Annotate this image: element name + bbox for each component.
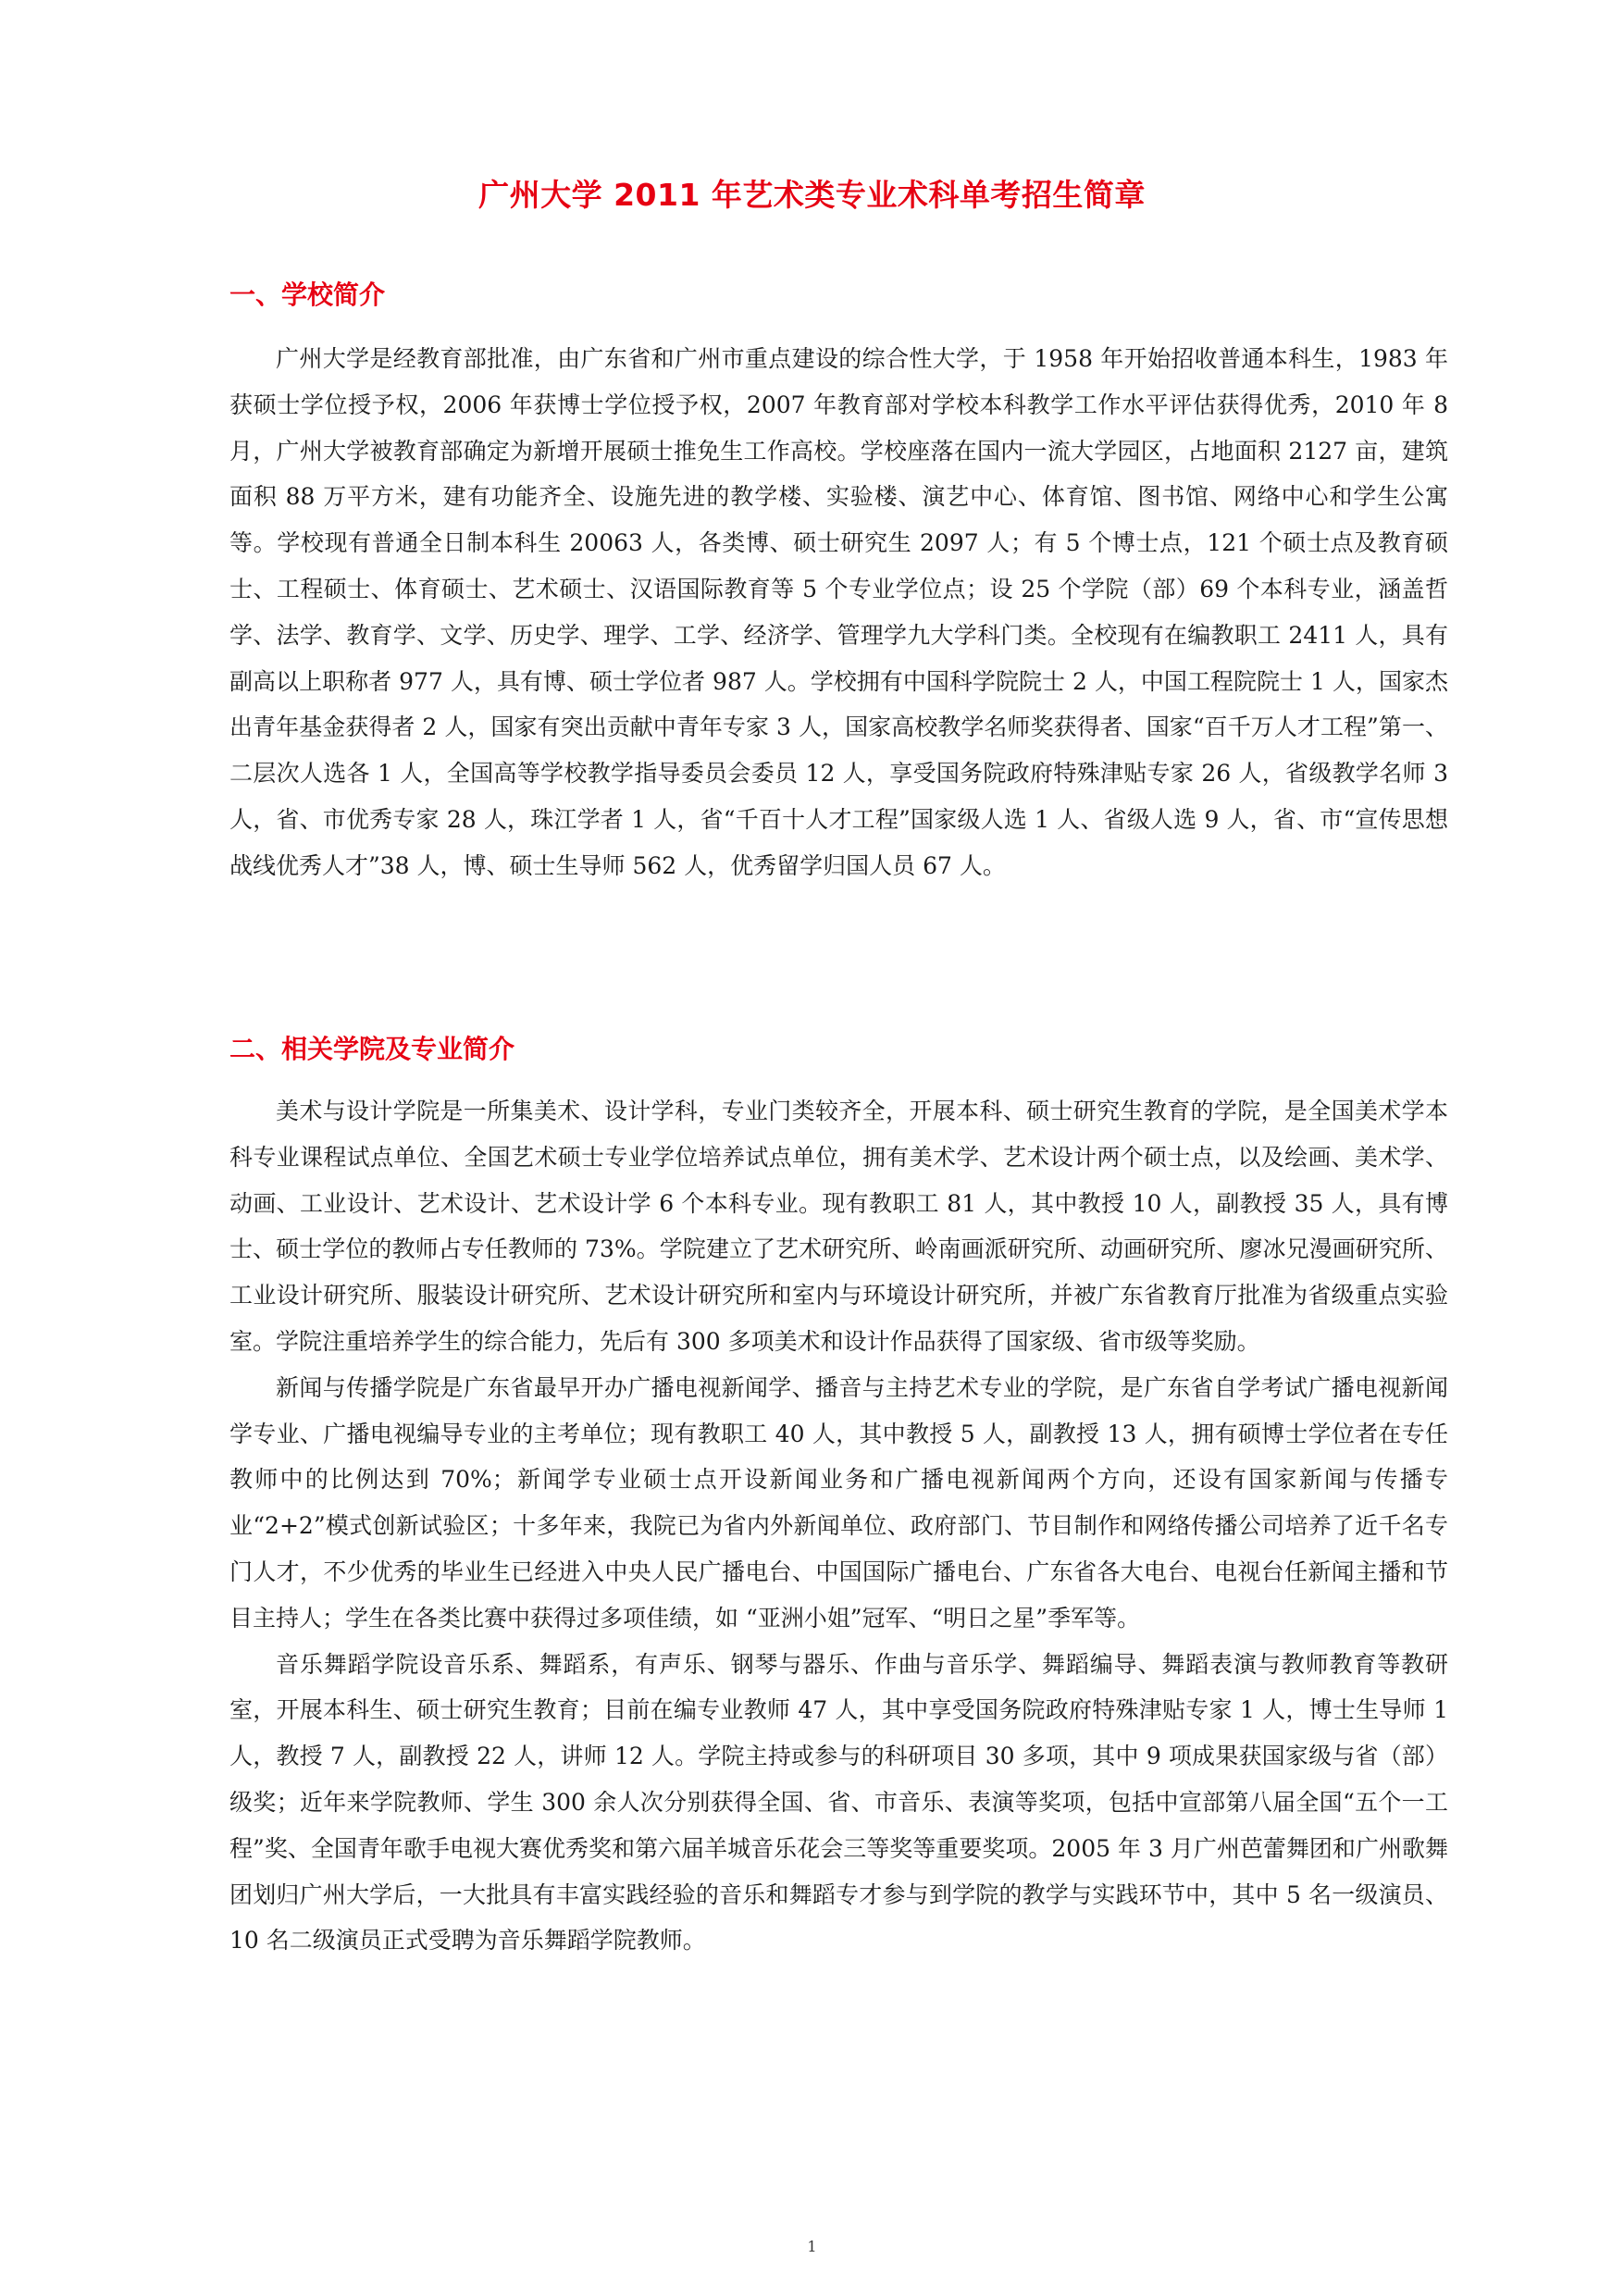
document-title: 广州大学 2011 年艺术类专业术科单考招生简章 [478, 177, 1146, 213]
section-heading-colleges: 二、相关学院及专业简介 [229, 1034, 515, 1064]
section-heading-school-intro: 一、学校简介 [229, 279, 386, 310]
paragraph: 新闻与传播学院是广东省最早开办广播电视新闻学、播音与主持艺术专业的学院，是广东省自学考试广播电视新闻学专业、广播电视编导专业的主考单位；现有教职工 40 人，其中教授 5 人，副教授 13 人，拥有硕博士学位者在专任教师中的比例达到 70%；新闻学专业硕士点开设新闻业务和广播电视新闻两个方向，还设有国家新闻与传播专业“2+2”模式创新试验区；十多年来，我院已为省内外新闻单位、政府部门、节目制作和网络传播公司培养了近千名专门人才，不少优秀的毕业生已经进入中央人民广播电台、中国国际广播电台、广东省各大电台、电视台任新闻主播和节目主持人；学生在各类比赛中获得过多项佳绩，如 “亚洲小姐”冠军、“明日之星”季军等。 [229, 1373, 1448, 1632]
paragraph: 美术与设计学院是一所集美术、设计学科，专业门类较齐全，开展本科、硕士研究生教育的学院，是全国美术学本科专业课程试点单位、全国艺术硕士专业学位培养试点单位，拥有美术学、艺术设计两个硕士点，以及绘画、美术学、动画、工业设计、艺术设计、艺术设计学 6 个本科专业。现有教职工 81 人，其中教授 10 人，副教授 35 人，具有博士、硕士学位的教师占专任教师的 73%。学院建立了艺术研究所、岭南画派研究所、动画研究所、廖冰兄漫画研究所、工业设计研究所、服装设计研究所、艺术设计研究所和室内与环境设计研究所，并被广东省教育厅批准为省级重点实验室。学院注重培养学生的综合能力，先后有 300 多项美术和设计作品获得了国家级、省市级等奖励。 [229, 1098, 1448, 1355]
paragraph: 音乐舞蹈学院设音乐系、舞蹈系，有声乐、钢琴与器乐、作曲与音乐学、舞蹈编导、舞蹈表演与教师教育等教研室，开展本科生、硕士研究生教育；目前在编专业教师 47 人，其中享受国务院政府特殊津贴专家 1 人，博士生导师 1 人，教授 7 人，副教授 22 人，讲师 12 人。学院主持或参与的科研项目 30 多项，其中 9 项成果获国家级与省（部）级奖；近年来学院教师、学生 300 余人次分别获得全国、省、市音乐、表演等奖项，包括中宣部第八届全国“五个一工程”奖、全国青年歌手电视大赛优秀奖和第六届羊城音乐花会三等奖等重要奖项。2005 年 3 月广州芭蕾舞团和广州歌舞团划归广州大学后，一大批具有丰富实践经验的音乐和舞蹈专才参与到学院的教学与实践环节中，其中 5 名一级演员、10 名二级演员正式受聘为音乐舞蹈学院教师。 [229, 1650, 1448, 1955]
section-body-school-intro [229, 336, 1448, 889]
paragraph: 广州大学是经教育部批准，由广东省和广州市重点建设的综合性大学，于 1958 年开始招收普通本科生，1983 年获硕士学位授予权，2006 年获博士学位授予权，2007 年教育部对学校本科教学工作水平评估获得优秀，2010 年 8 月，广州大学被教育部确定为新增开展硕士推免生工作高校。学校座落在国内一流大学园区，占地面积 2127 亩，建筑面积 88 万平方米，建有功能齐全、设施先进的教学楼、实验楼、演艺中心、体育馆、图书馆、网络中心和学生公寓等。学校现有普通全日制本科生 20063 人，各类博、硕士研究生 2097 人；有 5 个博士点，121 个硕士点及教育硕士、工程硕士、体育硕士、艺术硕士、汉语国际教育等 5 个专业学位点；设 25 个学院（部）69 个本科专业，涵盖哲学、法学、教育学、文学、历史学、理学、工学、经济学、管理学九大学科门类。全校现有在编教职工 2411 人，具有副高以上职称者 977 人，具有博、硕士学位者 987 人。学校拥有中国科学院院士 2 人，中国工程院院士 1 人，国家杰出青年基金获得者 2 人，国家有突出贡献中青年专家 3 人，国家高校教学名师奖获得者、国家“百千万人才工程”第一、二层次人选各 1 人，全国高等学校教学指导委员会委员 12 人，享受国务院政府特殊津贴专家 26 人，省级教学名师 3 人，省、市优秀专家 28 人，珠江学者 1 人，省“千百十人才工程”国家级人选 1 人、省级人选 9 人，省、市“宣传思想战线优秀人才”38 人，博、硕士生导师 562 人，优秀留学归国人员 67 人。 [229, 345, 1448, 879]
section-body-colleges [229, 1088, 1448, 1964]
page-number: 1 [807, 2238, 817, 2255]
